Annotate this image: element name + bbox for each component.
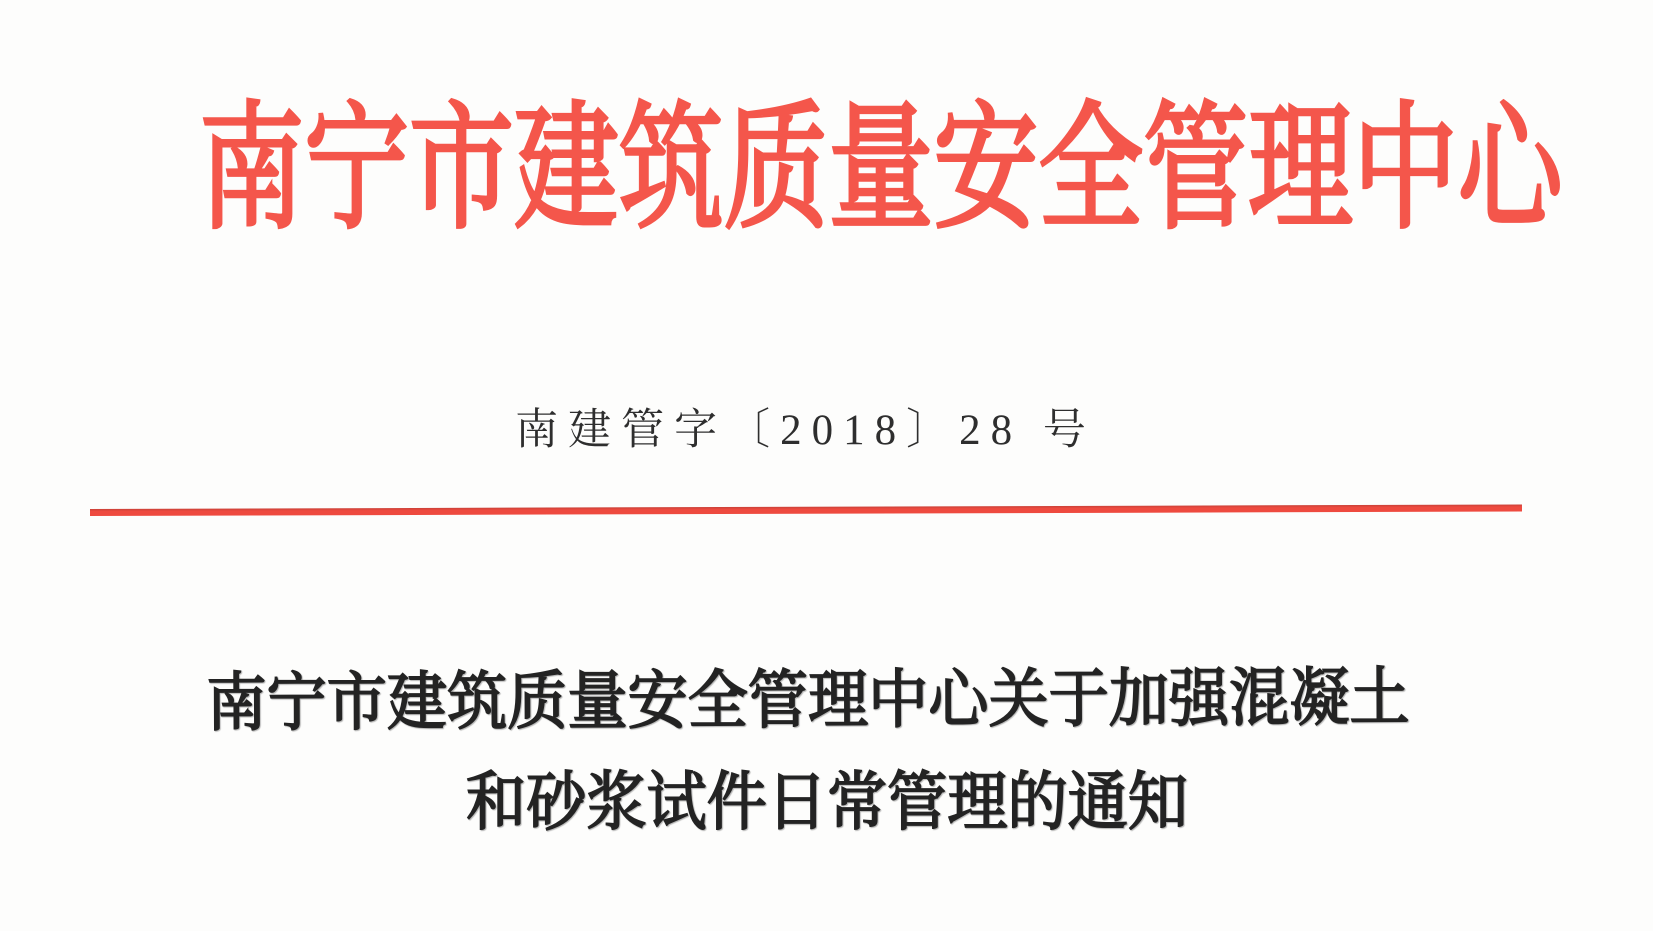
- reference-number-row: [0, 396, 1653, 457]
- document-title-line1-text: 南宁市建筑质量安全管理中心关于加强混凝土: [205, 662, 1410, 739]
- document-title-line2-text: 和砂浆试件日常管理的通知: [465, 767, 1188, 838]
- agency-masthead: [0, 93, 1653, 246]
- reference-number: 南建管字〔2018〕28 号: [515, 407, 1096, 454]
- document-title-line1: [0, 650, 1653, 752]
- red-divider-line: [90, 505, 1522, 516]
- document-title-line2: [0, 752, 1653, 854]
- agency-name: 南宁市建筑质量安全管理中心: [199, 93, 1563, 246]
- document-title: [0, 650, 1653, 854]
